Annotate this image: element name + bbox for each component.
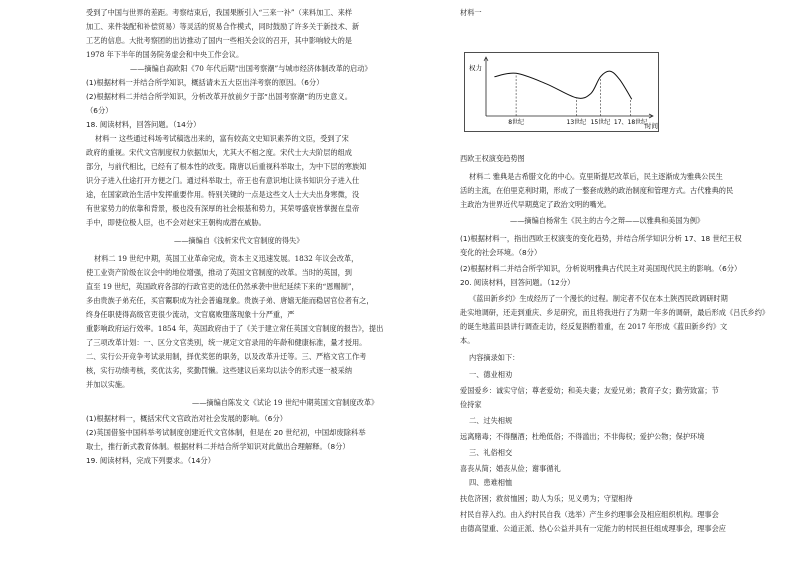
- left-line-23: 了三项改革计划：一、区分文官类别，统一规定文官录用的年龄和健康标准，量才授用。: [86, 338, 367, 347]
- right-line-19: 远离赌毒；不得酗酒；杜绝低俗；不得滥出；不非侮权；爱护公物；保护环境: [460, 432, 705, 441]
- left-line-8: 18. 阅读材料，回答问题。（14分）: [86, 120, 201, 129]
- left-line-10: 政府的重视。宋代文官制度权力依据加大，尤其大不相之度。宋代士大夫阶层的组成: [86, 148, 352, 157]
- x-tick-label: 8世纪: [508, 119, 525, 126]
- left-line-13: 途，在国家政治生活中发挥重要作用。特别关键的一点是这些文人士大夫出身寒微，没: [86, 190, 360, 199]
- left-line-18: 使工业资产阶级在议会中的地位增强，推动了英国文官制度的改革。当时的英国，到: [86, 268, 352, 277]
- right-line-20: 三、礼俗相交: [469, 448, 513, 457]
- right-line-2: 材料二 雅典是古希腊文化的中心。克里斯提尼改革后，民主逐渐成为雅典公民生: [469, 172, 723, 181]
- right-line-24: 村民自荐入约。由入约村民自我（选举）产生乡约理事会及相应组织机构。理事会: [460, 510, 719, 519]
- right-line-1: 西欧王权演变趋势图: [460, 154, 525, 163]
- left-line-22: 重影响政府运行效率。1854 年，英国政府由于了《关于建立常任英国文官制度的报告》，提出: [86, 324, 384, 333]
- left-line-20: 多由贵族子弟充任，买官鬻职成为社会普遍现象。贵族子弟、唐嬉无能而稳居官位者有之，: [86, 296, 374, 305]
- left-line-16: ——摘编自《浅析宋代文官制度的得失》: [174, 236, 304, 245]
- right-line-23: 扶危济困；救贫恤困；助人为乐；见义勇为；守望相待: [460, 494, 633, 503]
- right-line-21: 喜丧从简；婚丧从俭；谢事循礼: [460, 464, 561, 473]
- right-line-0: 材料一: [460, 8, 482, 17]
- right-line-16: 爱国爱乡：诚实守信；尊老爱幼；和美夫妻；友爱兄弟；教育子女；勤劳致富；节: [460, 386, 719, 395]
- right-line-4: 主政治为世界近代早期奠定了政治文明的嘴光。: [460, 200, 611, 209]
- left-line-11: 部分，与前代相比，已经有了根本性的改变。隋唐以后重视科举取士，为中下层的寒族知: [86, 162, 367, 171]
- kingship-curve: [494, 71, 631, 99]
- right-line-18: 二、过失相规: [469, 416, 513, 425]
- right-line-3: 活的主流，在伯里克利时期，形成了一整套成熟的政治制度和管理方式。古代雅典的民: [460, 186, 734, 195]
- right-line-15: 一、德业相劝: [469, 370, 513, 379]
- right-line-5: ——摘编自杨常生《民主的古今之辩——以雅典和美国为例》: [510, 216, 705, 225]
- left-line-2: 工艺的信息。大批考察团的出访推动了国内一些相关会议的召开，其中影响较大的是: [86, 36, 352, 45]
- right-line-14: 内容摘录如下：: [469, 353, 520, 362]
- left-line-14: 有世家势力的依靠和背景，极也没有深厚的社会根基和势力，其荣辱盛衰皆掌握在皇帝: [86, 204, 360, 213]
- left-line-28: (1)根据材料一，概括宋代文官政治对社会发展的影响。（6分）: [86, 414, 288, 423]
- right-line-13: 本。: [460, 336, 475, 345]
- x-tick-label: 15世纪: [590, 119, 611, 126]
- left-line-27: ——摘编自陈发文《试论 19 世纪中期英国文官制度改革》: [192, 398, 379, 407]
- left-line-9: 材料一 这些通过科场考试稿选出来的，富有较高文史知识素养的文臣，受到了宋: [95, 134, 349, 143]
- right-line-6: (1)根据材料一，指出西欧王权演变的变化趋势，并结合所学知识分析 17、18 世纪王权: [460, 234, 742, 243]
- left-line-30: 取士，推行新式教育体制。根据材料二并结合所学知识对此做出合理解释。（8分）: [86, 442, 350, 451]
- y-axis-label: 权力: [469, 64, 482, 72]
- left-line-1: 加工、来件装配和补偿贸易）等灵活的贸易合作模式，同时鼓励了许多关于新技术、新: [86, 22, 360, 31]
- left-line-24: 二、实行公开竞争考试录用制，择优奖惩的职务，以及改革升迁等。三、严格文官工作考: [86, 352, 367, 361]
- left-line-31: 19. 阅读材料，完成下列要求。（14分）: [86, 456, 216, 465]
- right-line-11: 赴实地调研，还走到重庆、乡足研究，而且将我进行了为期一年多的调研，最后形成《吕氏乡约》: [460, 308, 770, 317]
- right-line-9: 20. 阅读材料，回答问题。（12分）: [460, 278, 575, 287]
- left-line-0: 受到了中国与世界的差距。考察结束后，我国果断引入“三来一补”（来料加工、来样: [86, 8, 353, 17]
- left-line-19: 直至 19 世纪，英国政府各部的行政官吏的选任仍然承袭中世纪延续下来的“恩赐制”，: [86, 282, 359, 291]
- x-tick-label: 13世纪: [566, 119, 587, 126]
- right-line-12: 的诞生地蓝田县讲行调查走访，经反复斟酌着重，在 2017 年形成《蓝田新乡约》文: [460, 322, 728, 331]
- left-line-17: 材料二 19 世纪中期，英国工业革命完成，资本主义迅速发展。1832 年议会改革，: [94, 254, 359, 263]
- right-line-17: 俭持家: [460, 400, 482, 409]
- left-line-12: 识分子进入仕途打开方便之门。通过科举取士，帝王也有意识地让读书知识分子进入仕: [86, 176, 360, 185]
- left-line-7: （6分）: [86, 106, 113, 115]
- right-line-8: (2)根据材料二并结合所学知识，分析说明雅典古代民主对美国现代民主的影响。（6分）: [460, 264, 742, 273]
- x-tick-label: 17、18世纪: [613, 119, 648, 126]
- left-line-29: (2)英国借鉴中国科举考试制度创建近代文官体制，但是在 20 世纪初，中国却废除科举: [86, 428, 366, 437]
- right-line-7: 变化的社会环境。（8分）: [460, 248, 542, 257]
- left-line-25: 核，实行功绩考核，奖优汰劣，奖勤罚懒。这些建议后来均以法令的形式逐一被采纳: [86, 366, 352, 375]
- left-line-26: 并加以实施。: [86, 380, 130, 389]
- left-line-3: 1978 年下半年的国务院务虚会和中央工作会议。: [86, 50, 244, 59]
- right-line-10: 《蓝田新乡约》生成经历了一个漫长的过程。制定者不仅在本土陕西民政调研时期: [469, 294, 728, 303]
- right-line-22: 四、患难相恤: [469, 478, 513, 487]
- left-line-5: (1)根据材料一并结合所学知识，概括请未五大臣出洋考察的原因。（6分）: [86, 78, 324, 87]
- kingship-trend-chart: [464, 52, 659, 132]
- left-line-21: 终身任职使得高级官吏很少流动，文官腐败堕落现象十分严重，严: [86, 310, 295, 319]
- x-axis-label: 时间: [645, 122, 658, 130]
- left-line-6: (2)根据材料二并结合所学知识，分析改革开放前夕于部“出国考察潮”的历史意义。: [86, 92, 352, 101]
- right-line-25: 由德高望重、公道正派、热心公益并具有一定能力的村民担任组成理事会，理事会应: [460, 524, 726, 533]
- left-line-4: ——摘编自高欧阳《70 年代后期“出国考察潮”与城市经济体制改革的启动》: [130, 64, 372, 73]
- left-line-15: 手中，即使位极人臣，也不会对赵宋王朝构成潜在威胁。: [86, 218, 266, 227]
